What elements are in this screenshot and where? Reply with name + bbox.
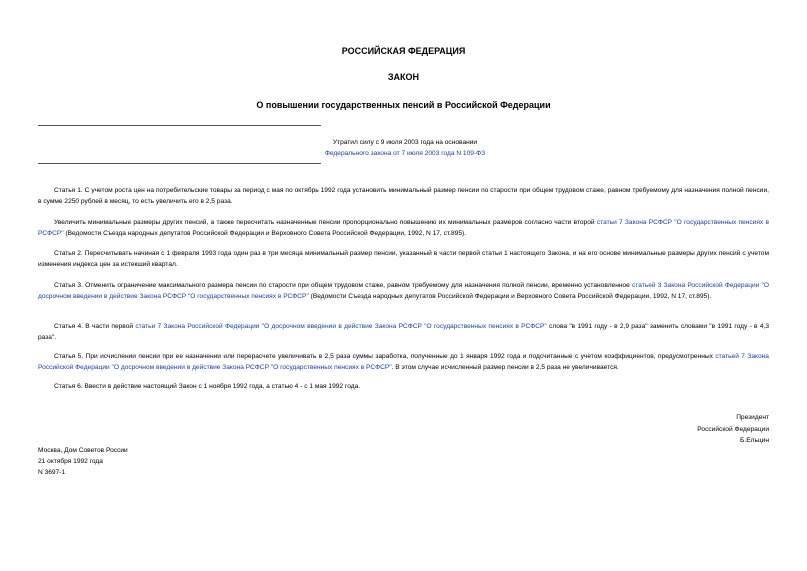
article-1-part-2-text: Увеличить минимальные размеры других пенсий, а также пересчитать назначенные пенсии пропорционально повышению их минимальных размеров согласно части второй: [54, 219, 597, 226]
signature-title: Президент: [736, 414, 769, 421]
article-5-tail: . В этом случае исчисленный размер пенсии в 2,5 раза не увеличивается.: [391, 364, 619, 371]
article-1: Статья 1. С учетом роста цен на потребительские товары за период с мая по октябрь 1992 года установить минимальный размер пенсии по старости при общем трудовом стаже, равном требуемому для назначения полной пенсии, в сумме 2250 рублей в месяц, то есть увеличить его в 2,5 раза.: [38, 187, 769, 205]
place-date: 21 октября 1992 года: [38, 458, 103, 465]
article-5-text: Статья 5. При исчислении пенсии при ее назначении или перерасчете увеличивать в 2,5 раза суммы заработка, полученные до 1 января 1992 года и подсчитанные с учетом коэффициентов, предусмотренных: [54, 353, 716, 360]
place-date-block: [38, 445, 128, 478]
signature-name: Б.Ельцин: [740, 437, 769, 444]
divider-bottom: [38, 163, 321, 164]
status-note-link[interactable]: Федерального закона от 7 июля 2003 года N 109-ФЗ: [324, 150, 486, 157]
article-1-part-2-tail: (Ведомости Съезда народных депутатов Российской Федерации и Верховного Совета Российской Федерации, 1992, N 17, ст.895).: [63, 230, 467, 237]
status-note: [280, 137, 530, 159]
article-1-part-2-link[interactable]: статьи 7 Закона РСФСР "О государственных пенсиях в РСФСР": [38, 219, 769, 237]
article-5-link[interactable]: статьей 7 Закона Российской Федерации "О досрочном введении в действие Закона РСФСР "О государственных пенсиях в РСФСР": [38, 353, 769, 371]
article-3-link[interactable]: статьей 3 Закона Российской Федерации "О досрочном введении в действие Закона РСФСР "О государственных пенсиях в РСФСР": [38, 282, 769, 300]
article-4-tail: слова "в 1991 году - в 2,9 раза" заменить словами "в 1991 году - в 4,3 раза".: [38, 323, 769, 341]
signature-country: Российской Федерации: [697, 425, 769, 433]
country-heading: РОССИЙСКАЯ ФЕДЕРАЦИЯ: [341, 46, 466, 56]
place-number: N 3697-1: [38, 469, 66, 476]
article-3: [38, 280, 769, 302]
article-3-tail: (Ведомости Съезда народных депутатов Российской Федерации и Верховного Совета Российской Федерации, 1992, N 17, ст.895).: [308, 293, 712, 300]
article-4-text: Статья 4. В части первой: [54, 323, 136, 330]
signature-block: [697, 412, 769, 447]
article-2: Статья 2. Пересчитывать начиная с 1 февраля 1993 года один раз в три месяца минимальный размер пенсии, указанный в части первой статьи 1 настоящего Закона, и на его основе минимальные размеры других пенсий с учетом изменения индекса цен за истекший квартал.: [38, 250, 769, 268]
article-3-text: Статья 3. Отменить ограничение максимального размера пенсии по старости при общем трудовом стаже, равном требуемому для назначения полной пенсии, временно установленное: [54, 282, 632, 289]
doc-type-heading: ЗАКОН: [387, 72, 420, 82]
article-6: Статья 6. Ввести в действие настоящий Закон с 1 ноября 1992 года, а статью 4 - с 1 мая 1992 года.: [54, 383, 361, 390]
article-4-link[interactable]: статьи 7 Закона Российской Федерации "О досрочном введении в действие Закона РСФСР "О государственных пенсиях в РСФСР": [135, 323, 547, 330]
place-city: Москва, Дом Советов России: [38, 447, 128, 454]
divider-top: [38, 125, 321, 126]
article-5: [38, 351, 769, 373]
article-4: [38, 321, 769, 343]
document-title: О повышении государственных пенсий в Российской Федерации: [256, 100, 551, 110]
status-note-text: Утратил силу с 9 июля 2003 года на основании: [332, 139, 478, 146]
article-1-part-2: [38, 217, 769, 239]
